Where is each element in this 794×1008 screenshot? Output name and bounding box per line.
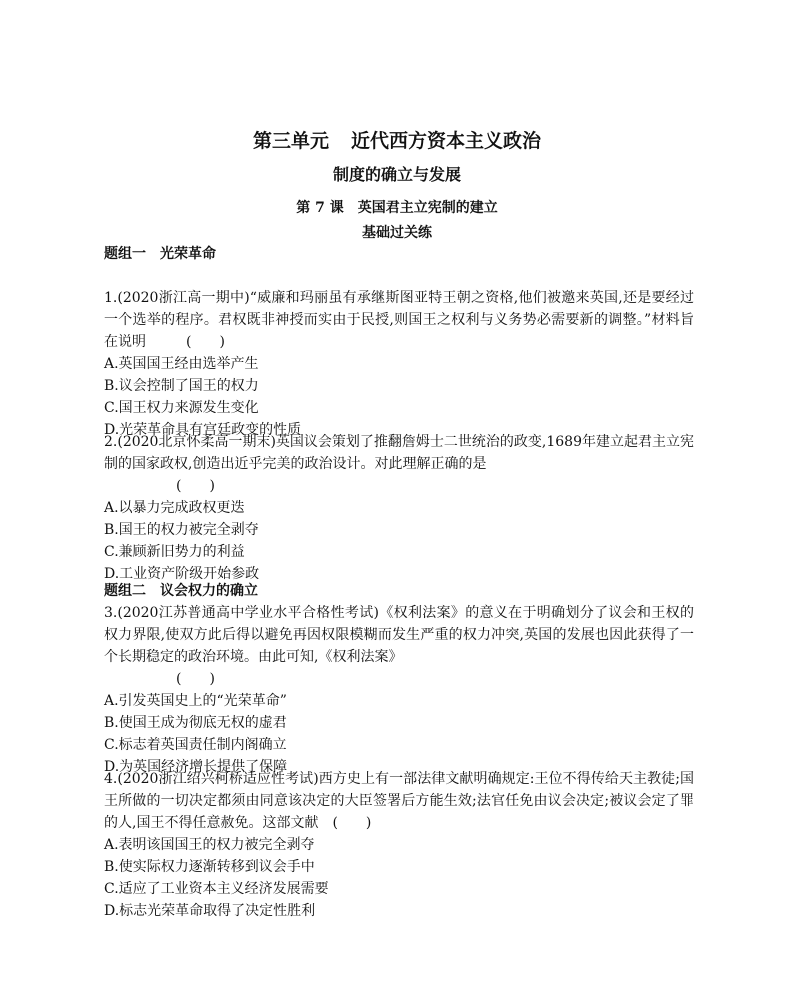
lesson-number: 第 7 课 <box>296 200 344 216</box>
answer-blank[interactable]: ( ) <box>332 815 372 831</box>
answer-blank[interactable]: ( ) <box>176 478 215 494</box>
unit-subtitle: 制度的确立与发展 <box>332 165 461 184</box>
question-3 <box>104 602 694 778</box>
option-b[interactable]: B.使实际权力逐渐转移到议会手中 <box>104 859 315 875</box>
question-stem: 4.(2020浙江绍兴柯桥适应性考试)西方史上有一部法律文献明确规定:王位不得传给天主教徒;国王所做的一切决定都须由同意该决定的大臣签署后方能生效;法官任免由议会决定;被议会定了罪的人,国王不得任意赦免。这部文献 ( ) <box>104 768 694 834</box>
unit-title <box>0 129 794 153</box>
group-heading-2 <box>104 582 258 600</box>
option-b[interactable]: B.使国王成为彻底无权的虚君 <box>104 715 287 731</box>
option-d[interactable]: D.为英国经济增长提供了保障 <box>104 759 288 775</box>
question-1 <box>104 287 694 441</box>
lesson-title <box>0 199 794 217</box>
option-d[interactable]: D.工业资产阶级开始参政 <box>104 566 260 582</box>
answer-blank[interactable]: ( ) <box>186 334 225 350</box>
option-b[interactable]: B.国王的权力被完全剥夺 <box>104 522 259 538</box>
answer-blank[interactable]: ( ) <box>176 671 215 687</box>
group-title: 光荣革命 <box>160 246 216 262</box>
unit-number: 第三单元 <box>252 130 329 152</box>
option-d[interactable]: D.标志光荣革命取得了决定性胜利 <box>104 903 316 919</box>
group-label: 题组一 <box>104 246 146 262</box>
option-a[interactable]: A.表明该国国王的权力被完全剥夺 <box>104 837 315 853</box>
option-c[interactable]: C.国王权力来源发生变化 <box>104 400 259 416</box>
unit-name: 近代西方资本主义政治 <box>351 130 542 152</box>
group-title: 议会权力的确立 <box>160 583 258 599</box>
option-a[interactable]: A.以暴力完成政权更迭 <box>104 500 245 516</box>
option-c[interactable]: C.兼顾新旧势力的利益 <box>104 544 245 560</box>
group-label: 题组二 <box>104 583 146 599</box>
option-c[interactable]: C.适应了工业资本主义经济发展需要 <box>104 881 329 897</box>
question-stem: 3.(2020江苏普通高中学业水平合格性考试)《权利法案》的意义在于明确划分了议会和王权的权力界限,使双方此后得以避免再因权限模糊而发生严重的权力冲突,英国的发展也因此获得了一个长期稳定的政治环境。由此可知,《权利法案》 <box>104 605 694 665</box>
lesson-name: 英国君主立宪制的建立 <box>357 200 498 216</box>
section-title: 基础过关练 <box>362 225 432 241</box>
option-a[interactable]: A.引发英国史上的“光荣革命” <box>104 693 287 709</box>
option-b[interactable]: B.议会控制了国王的权力 <box>104 378 259 394</box>
question-2 <box>104 431 694 585</box>
option-d[interactable]: D.光荣革命具有宫廷政变的性质 <box>104 422 302 438</box>
option-c[interactable]: C.标志着英国责任制内阁确立 <box>104 737 287 753</box>
option-a[interactable]: A.英国国王经由选举产生 <box>104 356 259 372</box>
question-4 <box>104 768 694 922</box>
question-stem: 2.(2020北京怀柔高一期末)英国议会策划了推翻詹姆士二世统治的政变,1689年建立起君主立宪制的国家政权,创造出近乎完美的政治设计。对此理解正确的是 <box>104 434 694 472</box>
group-heading-1 <box>104 245 216 263</box>
question-stem: 1.(2020浙江高一期中)“威廉和玛丽虽有承继斯图亚特王朝之资格,他们被邀来英国,还是要经过一个选举的程序。君权既非神授而实由于民授,则国王之权利与义务势必需要新的调整。”材料旨在说明 ( ) <box>104 287 694 353</box>
